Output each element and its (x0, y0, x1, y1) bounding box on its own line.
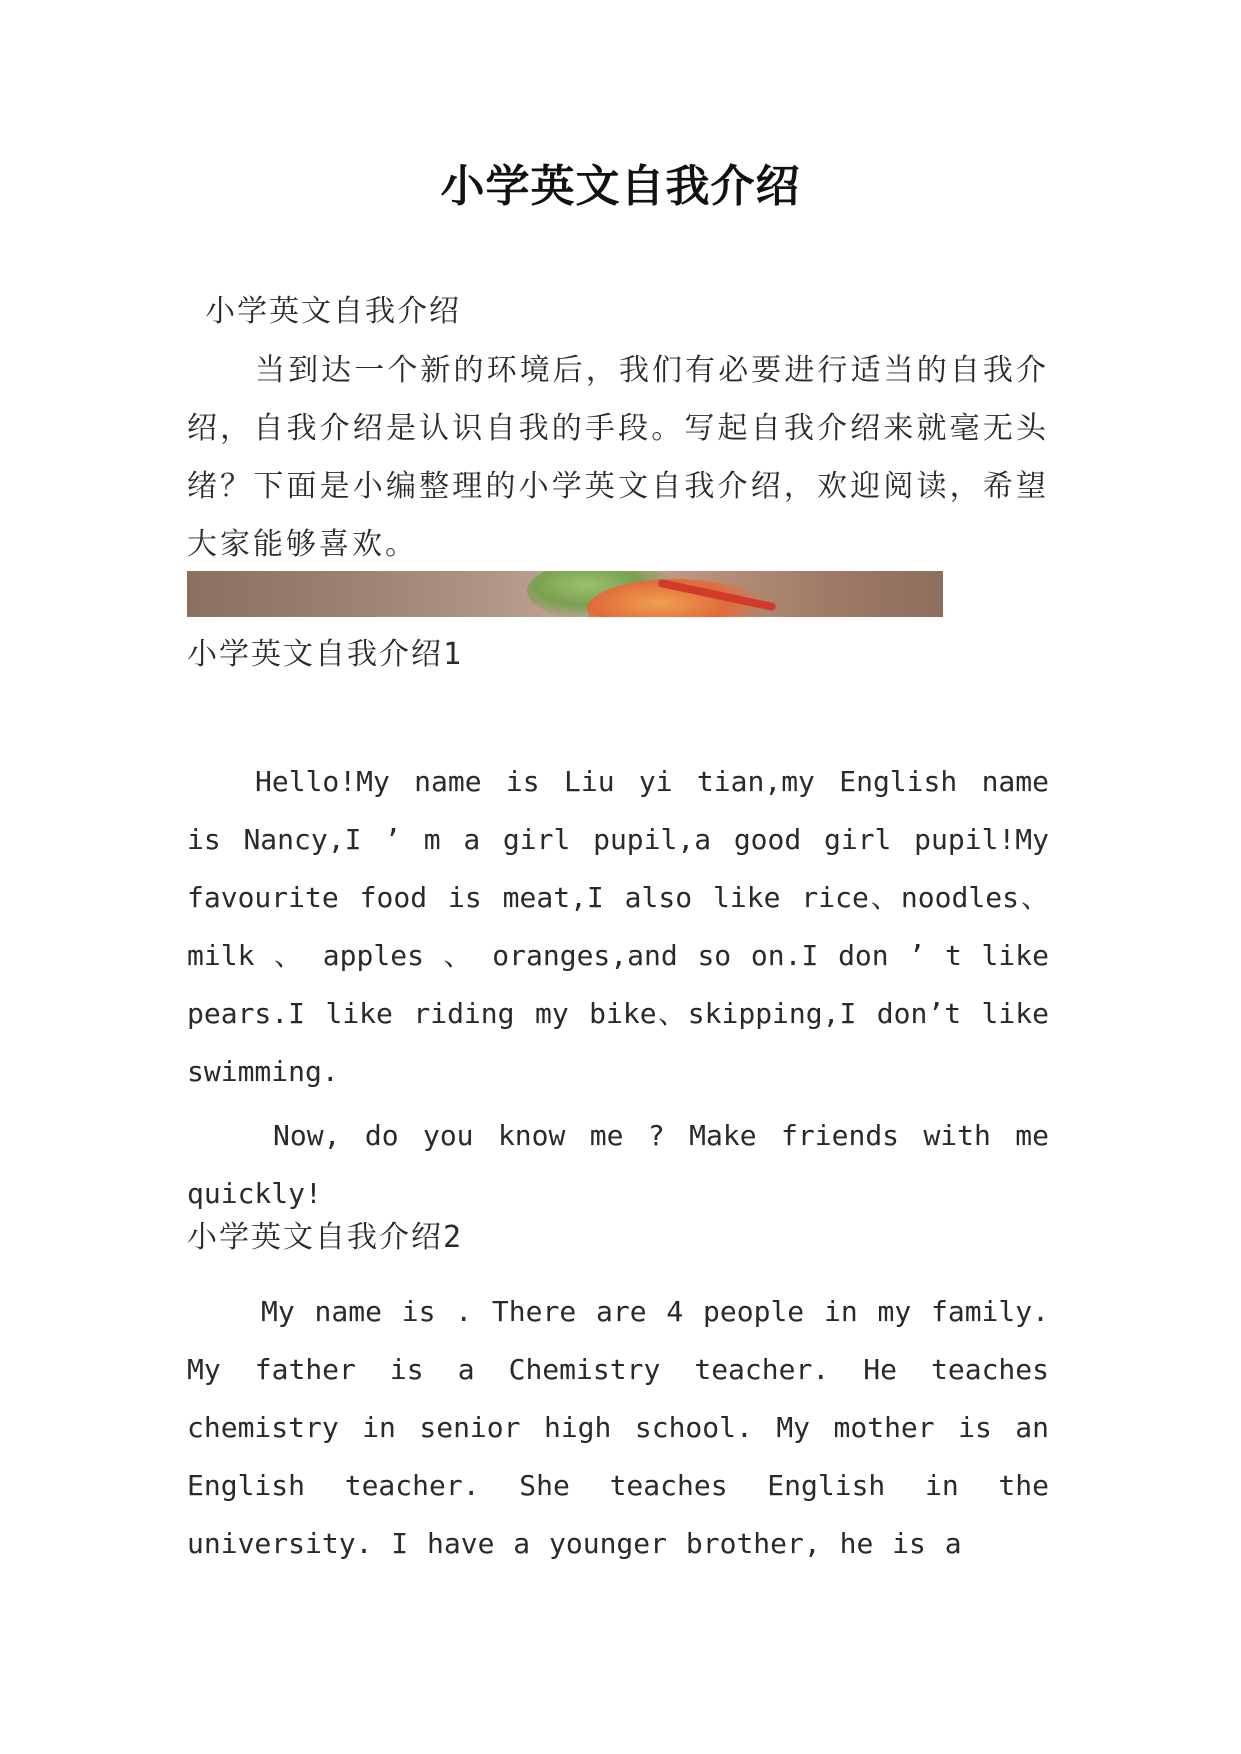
section-heading-1: 小学英文自我介绍1 (187, 637, 464, 672)
page-title: 小学英文自我介绍 (440, 161, 801, 212)
section-2-paragraph-1: My name is . There are 4 people in my family. My father is a Chemistry teacher. He teaches chemistry in senior high school. My mother is an English teacher. She teaches English in the university. I have a younger brother, he is a (187, 1295, 1049, 1560)
intro-paragraph: 当到达一个新的环境后，我们有必要进行适当的自我介绍，自我介绍是认识自我的手段。写起自我介绍来就毫无头绪？下面是小编整理的小学英文自我介绍，欢迎阅读，希望大家能够喜欢。 (187, 353, 1049, 562)
document-subtitle: 小学英文自我介绍 (205, 294, 461, 329)
section-1-paragraph-1: Hello!My name is Liu yi tian,my English name is Nancy,I ’ m a girl pupil,a good girl pupil!My favourite food is meat,I also like rice、noodles、milk 、 apples 、 oranges,and so on.I don ’ t like pears.I like riding my bike、skipping,I don’t like swimming. (187, 765, 1049, 1088)
section-heading-2: 小学英文自我介绍2 (187, 1220, 464, 1255)
photo-strip-image (187, 571, 943, 617)
section-1-paragraph-2: Now, do you know me ? Make friends with me quickly! (187, 1119, 1049, 1210)
